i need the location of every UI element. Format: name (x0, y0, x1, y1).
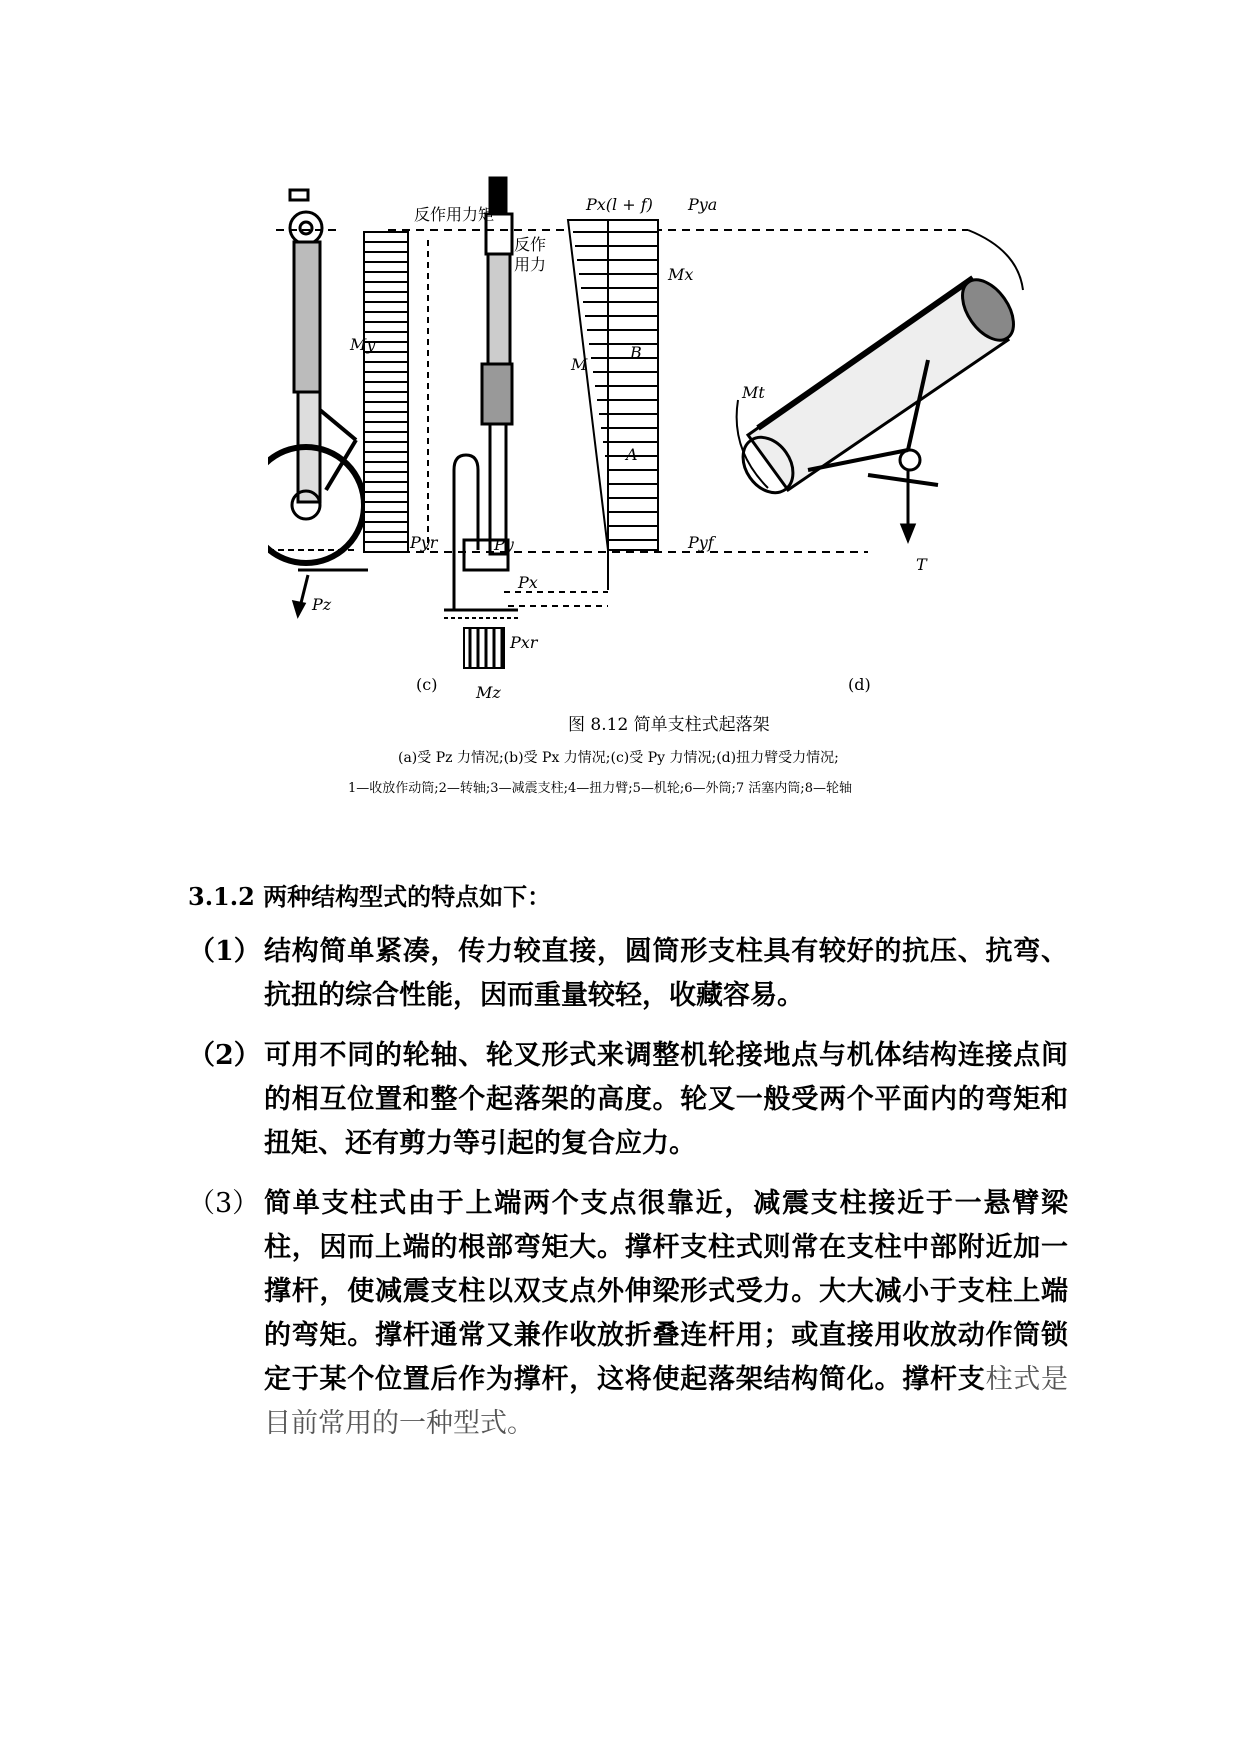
features-section (188, 880, 1068, 1462)
label-m-small: M (571, 355, 588, 374)
item-text-plain: 柱式是目前常用的一种型式。 (264, 1364, 1068, 1439)
label-mt: Mt (742, 383, 765, 402)
label-reaction-force-1: 反作 (514, 235, 547, 254)
label-py: Py (494, 535, 514, 554)
section-heading: 3.1.2 两种结构型式的特点如下： (188, 882, 552, 911)
figure-caption-line1: (a)受 Pz 力情况;(b)受 Px 力情况;(c)受 Py 力情况;(d)扭力臂受力情况; (398, 750, 839, 766)
label-mz: Mz (476, 683, 501, 702)
item-text (264, 1182, 1068, 1446)
label-t: T (916, 555, 927, 574)
list-item (188, 1034, 1068, 1166)
label-b: B (630, 343, 642, 362)
label-pyr: Pyr (410, 533, 438, 552)
label-pxr: Pxr (510, 633, 538, 652)
label-pz: Pz (312, 595, 332, 614)
label-c: (c) (416, 675, 438, 694)
label-reaction-force (514, 235, 551, 274)
item-text: 可用不同的轮轴、轮叉形式来调整机轮接地点与机体结构连接点间的相互位置和整个起落架的高度。轮叉一般受两个平面内的弯矩和扭矩、还有剪力等引起的复合应力。 (264, 1040, 1068, 1159)
item-number: （2） (188, 1040, 261, 1071)
label-py-a: Pya (688, 195, 718, 214)
label-pyf: Pyf (688, 533, 714, 552)
figure-caption-title: 图 8.12 简单支柱式起落架 (568, 715, 770, 735)
label-d: (d) (848, 675, 871, 694)
label-reaction-force-2: 用力 (514, 255, 547, 274)
list-item (188, 930, 1068, 1018)
label-a: A (626, 445, 638, 464)
label-px-expr: Px(l + f) (586, 195, 653, 214)
list-item (188, 1182, 1068, 1446)
item-text-bold: 简单支柱式由于上端两个支点很靠近，减震支柱接近于一悬臂梁柱，因而上端的根部弯矩大。撑杆支柱式则常在支柱中部附近加一撑杆，使减震支柱以双支点外伸梁形式受力。大大减小于支柱上端的弯矩。撑杆通常又兼作收放折叠连杆用；或直接用收放动作筒锁定于某个位置后作为撑杆，这将使起落架结构简化。撑杆支 (264, 1188, 1068, 1395)
figure-caption-line2: 1—收放作动筒;2—转轴;3—减震支柱;4—扭力臂;5—机轮;6—外筒;7 活塞内筒;8—轮轴 (348, 781, 852, 796)
item-number: （1） (188, 936, 261, 967)
item-text: 结构简单紧凑，传力较直接，圆筒形支柱具有较好的抗压、抗弯、抗扭的综合性能，因而重量较轻，收藏容易。 (264, 936, 1068, 1011)
label-my: My (350, 335, 376, 354)
landing-gear-figure (268, 170, 1038, 820)
mx-moment-diagram (568, 220, 658, 590)
label-px: Px (518, 573, 538, 592)
torque-arm-drawing (733, 230, 1024, 540)
label-mx-right: Mx (668, 265, 694, 284)
item-number: （3） (188, 1188, 260, 1219)
strut-a-drawing (268, 190, 368, 615)
mz-moment-diagram (464, 628, 504, 668)
label-reaction-moment: 反作用力矩 (414, 205, 495, 224)
